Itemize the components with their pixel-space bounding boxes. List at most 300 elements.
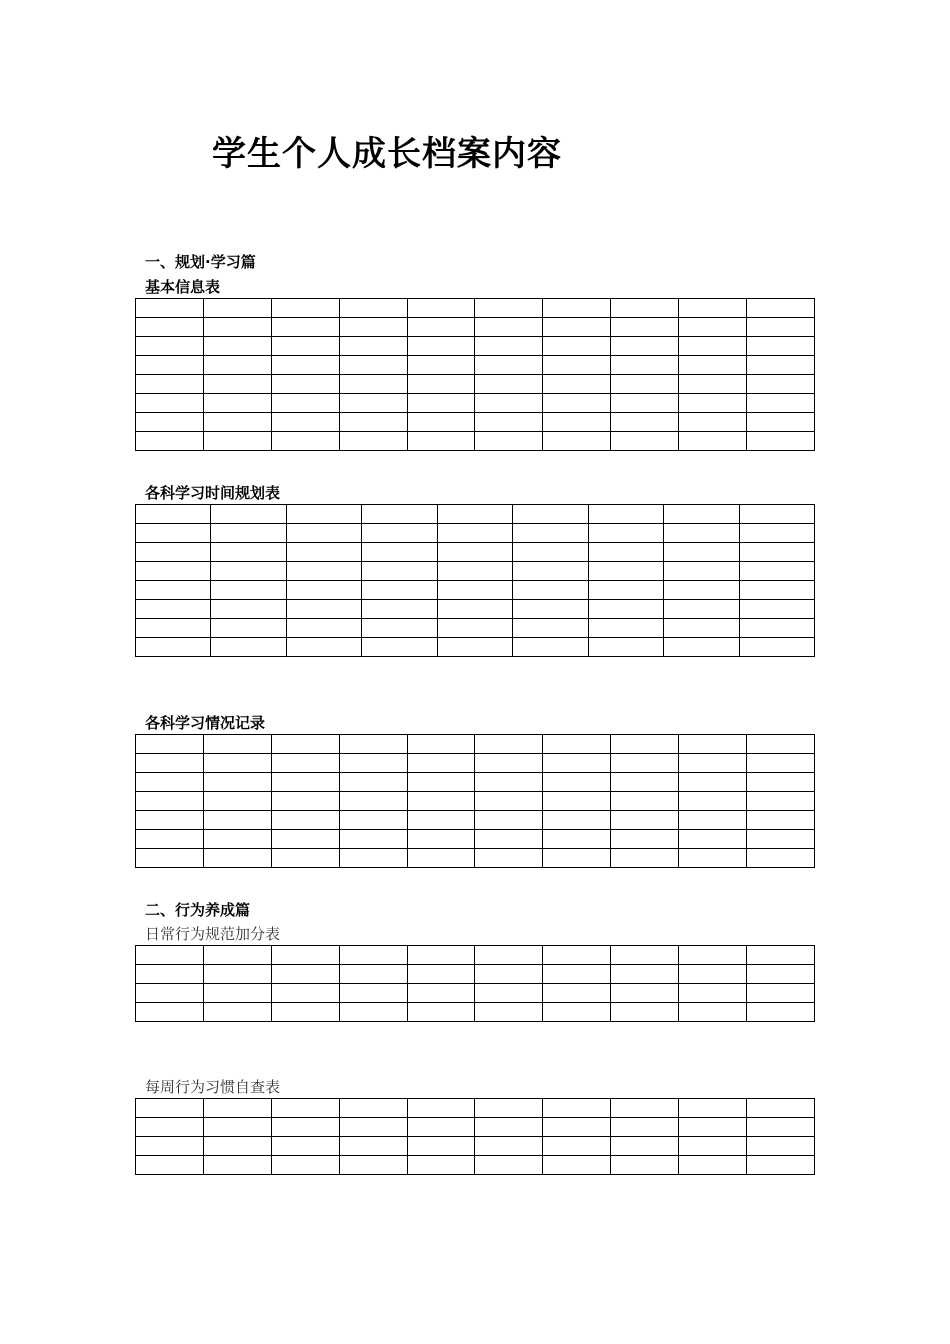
table-cell: [739, 619, 815, 638]
table-cell: [679, 792, 747, 811]
table-cell: [211, 581, 286, 600]
table-row: [136, 849, 815, 868]
table-cell: [271, 1118, 339, 1137]
table-cell: [203, 754, 271, 773]
table-cell: [679, 1099, 747, 1118]
table-cell: [286, 562, 361, 581]
table-row: [136, 299, 815, 318]
table-cell: [203, 1118, 271, 1137]
table-cell: [513, 619, 588, 638]
table-row: [136, 505, 815, 524]
table-cell: [136, 849, 204, 868]
table-cell: [543, 432, 611, 451]
table-cell: [679, 413, 747, 432]
table-cell: [271, 830, 339, 849]
table-cell: [136, 394, 204, 413]
table-cell: [611, 318, 679, 337]
table-label-basic-info: 基本信息表: [145, 278, 221, 296]
table-cell: [611, 830, 679, 849]
table-row: [136, 1099, 815, 1118]
table-cell: [475, 1118, 543, 1137]
table-cell: [437, 562, 512, 581]
table-cell: [611, 1137, 679, 1156]
table-cell: [339, 299, 407, 318]
table-cell: [543, 946, 611, 965]
table-cell: [611, 754, 679, 773]
table-row: [136, 562, 815, 581]
table-cell: [271, 432, 339, 451]
table-cell: [339, 735, 407, 754]
table-cell: [747, 318, 815, 337]
table-cell: [664, 619, 739, 638]
table-cell: [747, 337, 815, 356]
table-cell: [136, 1099, 204, 1118]
table-cell: [271, 413, 339, 432]
table-cell: [407, 299, 475, 318]
table-cell: [203, 1156, 271, 1175]
section-heading-planning: 一、规划·学习篇: [145, 253, 256, 271]
table-cell: [203, 792, 271, 811]
table-cell: [407, 413, 475, 432]
table-cell: [611, 811, 679, 830]
table-cell: [611, 1099, 679, 1118]
table-cell: [407, 337, 475, 356]
table-cell: [679, 735, 747, 754]
table-cell: [271, 811, 339, 830]
table-cell: [203, 849, 271, 868]
table-cell: [513, 524, 588, 543]
table-cell: [475, 318, 543, 337]
weekly-habit-table: [135, 1098, 815, 1175]
table-cell: [475, 965, 543, 984]
table-cell: [136, 773, 204, 792]
table-cell: [339, 337, 407, 356]
table-cell: [543, 375, 611, 394]
table-cell: [543, 773, 611, 792]
table-cell: [136, 792, 204, 811]
table-cell: [437, 524, 512, 543]
table-cell: [475, 773, 543, 792]
table-cell: [203, 375, 271, 394]
table-cell: [679, 965, 747, 984]
table-cell: [271, 984, 339, 1003]
table-cell: [543, 299, 611, 318]
table-cell: [679, 318, 747, 337]
table-row: [136, 984, 815, 1003]
table-row: [136, 619, 815, 638]
table-cell: [543, 811, 611, 830]
table-cell: [679, 375, 747, 394]
table-cell: [271, 356, 339, 375]
section-heading-behavior: 二、行为养成篇: [145, 901, 251, 919]
table-cell: [339, 1118, 407, 1137]
table-cell: [407, 1137, 475, 1156]
table-cell: [543, 394, 611, 413]
table-cell: [136, 299, 204, 318]
table-cell: [136, 524, 211, 543]
table-cell: [588, 600, 663, 619]
table-cell: [543, 792, 611, 811]
table-cell: [543, 1118, 611, 1137]
table-cell: [747, 1118, 815, 1137]
table-cell: [362, 505, 437, 524]
study-record-table: [135, 734, 815, 868]
table-cell: [679, 849, 747, 868]
table-cell: [588, 505, 663, 524]
table-cell: [286, 505, 361, 524]
table-cell: [407, 375, 475, 394]
table-cell: [136, 830, 204, 849]
table-cell: [203, 773, 271, 792]
table-cell: [611, 356, 679, 375]
table-cell: [362, 562, 437, 581]
table-cell: [362, 581, 437, 600]
table-cell: [543, 735, 611, 754]
table-cell: [747, 413, 815, 432]
table-cell: [437, 619, 512, 638]
table-cell: [407, 1003, 475, 1022]
table-cell: [747, 773, 815, 792]
table-cell: [543, 1099, 611, 1118]
table-cell: [136, 581, 211, 600]
table-cell: [407, 735, 475, 754]
table-cell: [136, 619, 211, 638]
table-cell: [362, 619, 437, 638]
table-cell: [203, 735, 271, 754]
table-cell: [747, 754, 815, 773]
table-cell: [271, 299, 339, 318]
table-cell: [271, 1137, 339, 1156]
table-cell: [588, 581, 663, 600]
table-cell: [339, 375, 407, 394]
table-cell: [203, 337, 271, 356]
table-cell: [475, 754, 543, 773]
table-cell: [611, 1003, 679, 1022]
table-cell: [543, 754, 611, 773]
table-cell: [407, 1099, 475, 1118]
table-cell: [211, 505, 286, 524]
table-cell: [475, 792, 543, 811]
table-cell: [739, 505, 815, 524]
table-cell: [437, 638, 512, 657]
table-cell: [407, 394, 475, 413]
table-cell: [543, 337, 611, 356]
table-cell: [543, 965, 611, 984]
table-cell: [271, 394, 339, 413]
table-row: [136, 735, 815, 754]
table-cell: [747, 984, 815, 1003]
table-cell: [588, 524, 663, 543]
table-row: [136, 1118, 815, 1137]
table-cell: [407, 773, 475, 792]
table-row: [136, 356, 815, 375]
table-cell: [747, 394, 815, 413]
table-row: [136, 375, 815, 394]
table-cell: [136, 638, 211, 657]
table-cell: [211, 638, 286, 657]
table-cell: [679, 337, 747, 356]
table-cell: [679, 1137, 747, 1156]
table-cell: [136, 413, 204, 432]
table-cell: [543, 1003, 611, 1022]
table-cell: [747, 735, 815, 754]
table-cell: [136, 318, 204, 337]
table-cell: [679, 754, 747, 773]
table-cell: [437, 600, 512, 619]
table-cell: [475, 946, 543, 965]
table-cell: [339, 394, 407, 413]
table-cell: [136, 1156, 204, 1175]
table-cell: [664, 600, 739, 619]
table-cell: [679, 811, 747, 830]
table-cell: [475, 299, 543, 318]
table-cell: [475, 830, 543, 849]
table-cell: [611, 984, 679, 1003]
table-cell: [664, 562, 739, 581]
table-row: [136, 524, 815, 543]
table-row: [136, 811, 815, 830]
table-cell: [203, 946, 271, 965]
study-time-plan-table: [135, 504, 815, 657]
table-row: [136, 792, 815, 811]
table-cell: [407, 792, 475, 811]
table-cell: [513, 581, 588, 600]
table-cell: [203, 984, 271, 1003]
table-cell: [747, 1003, 815, 1022]
table-cell: [513, 562, 588, 581]
table-cell: [339, 356, 407, 375]
table-cell: [286, 600, 361, 619]
table-cell: [271, 337, 339, 356]
table-cell: [679, 299, 747, 318]
table-cell: [475, 375, 543, 394]
table-row: [136, 581, 815, 600]
table-cell: [286, 581, 361, 600]
table-cell: [339, 830, 407, 849]
table-cell: [203, 394, 271, 413]
table-cell: [203, 1137, 271, 1156]
table-cell: [211, 543, 286, 562]
table-cell: [475, 337, 543, 356]
table-cell: [543, 413, 611, 432]
table-cell: [407, 1156, 475, 1175]
table-cell: [362, 600, 437, 619]
table-cell: [211, 562, 286, 581]
table-cell: [747, 1156, 815, 1175]
table-cell: [664, 524, 739, 543]
table-cell: [339, 432, 407, 451]
table-cell: [543, 830, 611, 849]
table-cell: [664, 581, 739, 600]
table-cell: [136, 600, 211, 619]
table-cell: [543, 356, 611, 375]
table-cell: [407, 849, 475, 868]
table-cell: [611, 735, 679, 754]
table-cell: [679, 773, 747, 792]
table-cell: [136, 375, 204, 394]
table-cell: [339, 1099, 407, 1118]
table-cell: [747, 356, 815, 375]
table-row: [136, 318, 815, 337]
table-cell: [475, 1003, 543, 1022]
table-cell: [136, 811, 204, 830]
table-cell: [339, 811, 407, 830]
table-row: [136, 337, 815, 356]
table-cell: [136, 356, 204, 375]
table-cell: [475, 1099, 543, 1118]
table-cell: [437, 543, 512, 562]
table-cell: [513, 600, 588, 619]
table-cell: [437, 581, 512, 600]
table-cell: [339, 965, 407, 984]
table-cell: [543, 984, 611, 1003]
table-cell: [407, 946, 475, 965]
table-cell: [339, 1156, 407, 1175]
table-cell: [362, 543, 437, 562]
table-cell: [136, 562, 211, 581]
table-cell: [679, 432, 747, 451]
table-cell: [407, 811, 475, 830]
table-cell: [664, 505, 739, 524]
table-cell: [739, 638, 815, 657]
table-cell: [136, 984, 204, 1003]
table-row: [136, 946, 815, 965]
table-cell: [611, 413, 679, 432]
table-cell: [203, 356, 271, 375]
table-cell: [271, 1099, 339, 1118]
table-cell: [747, 1137, 815, 1156]
table-cell: [513, 505, 588, 524]
table-cell: [136, 505, 211, 524]
table-cell: [339, 754, 407, 773]
table-cell: [679, 984, 747, 1003]
table-cell: [747, 849, 815, 868]
table-cell: [339, 773, 407, 792]
table-cell: [611, 299, 679, 318]
table-row: [136, 1003, 815, 1022]
table-cell: [588, 638, 663, 657]
table-cell: [475, 356, 543, 375]
table-cell: [611, 394, 679, 413]
table-row: [136, 1156, 815, 1175]
table-cell: [407, 432, 475, 451]
table-cell: [136, 946, 204, 965]
table-cell: [339, 849, 407, 868]
table-cell: [588, 543, 663, 562]
table-cell: [407, 965, 475, 984]
table-cell: [475, 811, 543, 830]
table-cell: [271, 946, 339, 965]
table-cell: [407, 356, 475, 375]
table-cell: [747, 1099, 815, 1118]
table-cell: [739, 543, 815, 562]
table-cell: [739, 562, 815, 581]
table-cell: [407, 318, 475, 337]
table-cell: [339, 792, 407, 811]
table-row: [136, 754, 815, 773]
table-cell: [203, 1099, 271, 1118]
table-cell: [286, 543, 361, 562]
table-cell: [271, 318, 339, 337]
table-cell: [136, 1137, 204, 1156]
table-cell: [203, 1003, 271, 1022]
table-cell: [747, 432, 815, 451]
table-cell: [203, 965, 271, 984]
table-cell: [339, 318, 407, 337]
table-cell: [271, 1003, 339, 1022]
table-cell: [543, 318, 611, 337]
table-cell: [286, 524, 361, 543]
table-cell: [475, 394, 543, 413]
table-cell: [679, 1003, 747, 1022]
table-cell: [339, 1003, 407, 1022]
table-cell: [747, 946, 815, 965]
table-cell: [203, 811, 271, 830]
table-cell: [211, 619, 286, 638]
table-cell: [271, 792, 339, 811]
table-cell: [513, 638, 588, 657]
table-cell: [211, 524, 286, 543]
table-cell: [747, 965, 815, 984]
daily-behavior-table: [135, 945, 815, 1022]
table-cell: [203, 432, 271, 451]
table-cell: [611, 375, 679, 394]
table-row: [136, 600, 815, 619]
table-cell: [513, 543, 588, 562]
table-cell: [543, 849, 611, 868]
table-row: [136, 394, 815, 413]
table-cell: [203, 413, 271, 432]
table-cell: [588, 562, 663, 581]
table-cell: [136, 965, 204, 984]
table-cell: [679, 1156, 747, 1175]
table-cell: [475, 1156, 543, 1175]
table-cell: [611, 337, 679, 356]
table-cell: [339, 946, 407, 965]
table-cell: [286, 619, 361, 638]
table-label-study-record: 各科学习情况记录: [145, 714, 266, 732]
table-cell: [362, 638, 437, 657]
table-cell: [339, 1137, 407, 1156]
table-cell: [136, 337, 204, 356]
table-cell: [211, 600, 286, 619]
table-cell: [203, 299, 271, 318]
table-cell: [611, 849, 679, 868]
table-cell: [739, 524, 815, 543]
table-cell: [475, 984, 543, 1003]
table-row: [136, 413, 815, 432]
table-cell: [611, 965, 679, 984]
table-cell: [611, 1118, 679, 1137]
table-cell: [543, 1137, 611, 1156]
table-cell: [136, 543, 211, 562]
table-row: [136, 432, 815, 451]
table-cell: [747, 830, 815, 849]
table-row: [136, 965, 815, 984]
table-cell: [362, 524, 437, 543]
table-cell: [136, 432, 204, 451]
table-cell: [747, 375, 815, 394]
table-cell: [407, 830, 475, 849]
table-cell: [136, 754, 204, 773]
table-cell: [588, 619, 663, 638]
table-cell: [747, 811, 815, 830]
table-cell: [611, 1156, 679, 1175]
table-cell: [475, 432, 543, 451]
table-cell: [339, 984, 407, 1003]
table-cell: [136, 1003, 204, 1022]
table-cell: [475, 1137, 543, 1156]
